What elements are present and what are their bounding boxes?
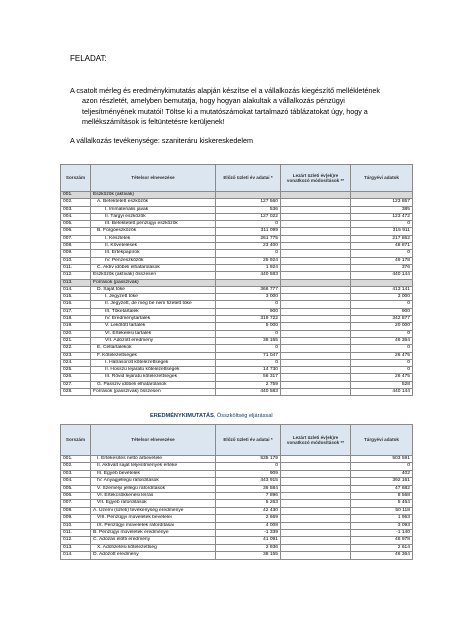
modification-value <box>281 544 351 551</box>
current-year-value: 402 <box>351 470 413 477</box>
prior-year-value: 1 924 <box>216 264 281 271</box>
table-row <box>61 493 413 500</box>
row-label: II. Tárgyi eszközök <box>91 213 216 220</box>
prior-year-value: 319 722 <box>216 316 281 323</box>
modification-value <box>281 367 351 374</box>
row-number: 025. <box>61 367 91 374</box>
prior-year-value: 0 <box>216 330 281 337</box>
col-header-modifications: Lezárt üzleti év(ek)re vonatkozó módosítások ** <box>281 165 351 192</box>
table-row <box>61 367 413 374</box>
prior-year-value: 900 <box>216 308 281 315</box>
col-header-number: Sorszám <box>61 165 91 192</box>
current-year-value: 46 364 <box>351 552 413 559</box>
current-year-value: 0 <box>351 367 413 374</box>
current-year-value: 26 475 <box>351 374 413 381</box>
row-number: 005. <box>61 221 91 228</box>
current-year-value: 0 <box>351 359 413 366</box>
table-row <box>61 337 413 344</box>
modification-value <box>281 515 351 522</box>
row-number: 021. <box>61 337 91 344</box>
col-header-current-year: Tárgyévi adatok <box>351 425 413 456</box>
modification-value <box>281 192 351 199</box>
row-number: 016. <box>61 301 91 308</box>
current-year-value: 0 <box>351 345 413 352</box>
prior-year-value: 535 179 <box>216 456 281 463</box>
row-number: 011. <box>61 264 91 271</box>
modification-value <box>281 359 351 366</box>
row-label: I. Hátrasorolt kötelezettségek <box>91 359 216 366</box>
current-year-value: 900 <box>351 308 413 315</box>
row-number: 002. <box>61 463 91 470</box>
table-row <box>61 507 413 514</box>
table-row <box>61 316 413 323</box>
row-number: 004. <box>61 213 91 220</box>
table-row <box>61 221 413 228</box>
table-row <box>61 323 413 330</box>
prior-year-value: 909 <box>216 470 281 477</box>
row-number: 019. <box>61 323 91 330</box>
modification-value <box>281 213 351 220</box>
modification-value <box>281 507 351 514</box>
table-row <box>61 243 413 250</box>
table-row <box>61 345 413 352</box>
current-year-value: 385 <box>351 206 413 213</box>
row-number: 003. <box>61 470 91 477</box>
modification-value <box>281 323 351 330</box>
prior-year-value: -1 339 <box>216 530 281 537</box>
current-year-value: 8 568 <box>351 493 413 500</box>
row-label: V. Személyi jellegű ráfordítások <box>91 485 216 492</box>
col-header-item: Tételsor elnevezése <box>91 425 216 456</box>
current-year-value: 46 364 <box>351 337 413 344</box>
table-row <box>61 456 413 463</box>
income-statement-table <box>60 424 413 560</box>
row-label: IV. Anyagjellegű ráfordítások <box>91 478 216 485</box>
modification-value <box>281 264 351 271</box>
row-number: 013. <box>61 279 91 286</box>
income-statement-title <box>150 413 273 419</box>
row-number: 020. <box>61 330 91 337</box>
prior-year-value: 0 <box>216 221 281 228</box>
prior-year-value: 366 777 <box>216 286 281 293</box>
prior-year-value: 4 008 <box>216 522 281 529</box>
task-line: azon részletét, amelyben bemutatja, hogy hogyan alakultak a vállalkozás pénzügyi <box>82 96 345 106</box>
row-label: II. Követelések <box>91 243 216 250</box>
table-row <box>61 374 413 381</box>
table-row <box>61 389 413 396</box>
prior-year-value: 261 775 <box>216 235 281 242</box>
current-year-value: 342 877 <box>351 316 413 323</box>
task-heading: FELADAT: <box>70 54 107 63</box>
modification-value <box>281 228 351 235</box>
row-number: 003. <box>61 206 91 213</box>
prior-year-value: 38 155 <box>216 337 281 344</box>
table-row <box>61 381 413 388</box>
row-label: II. Aktivált saját teljesítmények értéke <box>91 463 216 470</box>
row-label: III. Értékpapírok <box>91 250 216 257</box>
row-label: Eszközök (aktívák) összesen <box>91 272 216 279</box>
table-row <box>61 544 413 551</box>
modification-value <box>281 250 351 257</box>
modification-value <box>281 221 351 228</box>
table-row <box>61 286 413 293</box>
modification-value <box>281 463 351 470</box>
current-year-value: 5 464 <box>351 500 413 507</box>
current-year-value: 413 141 <box>351 286 413 293</box>
current-year-value: 2 614 <box>351 544 413 551</box>
prior-year-value: 2 759 <box>216 381 281 388</box>
table-row <box>61 308 413 315</box>
prior-year-value: 14 730 <box>216 367 281 374</box>
prior-year-value: 71 047 <box>216 352 281 359</box>
row-label: I. Értékesítés nettó árbevétele <box>91 456 216 463</box>
table-row <box>61 530 413 537</box>
col-header-prior-year: Előző üzleti év adatai * <box>216 165 281 192</box>
table-row <box>61 257 413 264</box>
prior-year-value: 36 584 <box>216 485 281 492</box>
row-number: 018. <box>61 316 91 323</box>
row-number: 001. <box>61 192 91 199</box>
table-row <box>61 206 413 213</box>
balance-sheet-table <box>60 164 413 396</box>
prior-year-value: 2 936 <box>216 544 281 551</box>
modification-value <box>281 552 351 559</box>
row-number: 014. <box>61 286 91 293</box>
modification-value <box>281 456 351 463</box>
modification-value <box>281 537 351 544</box>
row-label: III. Rövid lejáratú kötelezettségek <box>91 374 216 381</box>
current-year-value: 1 953 <box>351 515 413 522</box>
row-number: 009. <box>61 515 91 522</box>
current-year-value: 48 978 <box>351 537 413 544</box>
prior-year-value: 0 <box>216 345 281 352</box>
table-row <box>61 235 413 242</box>
modification-value <box>281 272 351 279</box>
prior-year-value: 23 400 <box>216 243 281 250</box>
row-label: Források (passzívák) <box>91 279 216 286</box>
row-number: 009. <box>61 250 91 257</box>
current-year-value: 3 093 <box>351 522 413 529</box>
row-number: 007. <box>61 235 91 242</box>
row-label: I. Készletek <box>91 235 216 242</box>
prior-year-value <box>216 192 281 199</box>
current-year-value: 0 <box>351 330 413 337</box>
modification-value <box>281 235 351 242</box>
prior-year-value: 127 560 <box>216 199 281 206</box>
row-label: IX. Pénzügyi műveletek ráfordításai <box>91 522 216 529</box>
task-description <box>70 86 426 127</box>
current-year-value: 123 472 <box>351 213 413 220</box>
table-row <box>61 228 413 235</box>
modification-value <box>281 381 351 388</box>
modification-value <box>281 316 351 323</box>
row-label: VIII. Pénzügyi műveletek bevételei <box>91 515 216 522</box>
col-header-number: Sorszám <box>61 425 91 456</box>
row-label: B. Pénzügyi műveletek eredménye <box>91 530 216 537</box>
table-row <box>61 294 413 301</box>
modification-value <box>281 500 351 507</box>
row-label: B. Forgóeszközök <box>91 228 216 235</box>
task-line: A csatolt mérleg és eredménykimutatás alapján készítse el a vállalkozás kiegészítő mellékletének <box>70 86 381 95</box>
current-year-value: 376 <box>351 264 413 271</box>
table-header-row <box>61 425 413 456</box>
prior-year-value: 443 915 <box>216 478 281 485</box>
prior-year-value: 5 000 <box>216 323 281 330</box>
prior-year-value: 127 022 <box>216 213 281 220</box>
row-label: Források (passzívák) összesen <box>91 389 216 396</box>
task-line: mellékszámítások is feltüntetésre kerüljenek! <box>82 116 225 126</box>
prior-year-value: 38 155 <box>216 552 281 559</box>
row-label: II. Hosszú lejáratú kötelezettségek <box>91 367 216 374</box>
row-label: III. Tőketartalék <box>91 308 216 315</box>
row-label: C. Aktív időbeli elhatárolások <box>91 264 216 271</box>
modification-value <box>281 330 351 337</box>
current-year-value: 49 178 <box>351 257 413 264</box>
table-row <box>61 485 413 492</box>
row-number: 004. <box>61 478 91 485</box>
current-year-value: 20 000 <box>351 323 413 330</box>
table-row <box>61 522 413 529</box>
prior-year-value: 0 <box>216 463 281 470</box>
current-year-value: 528 <box>351 381 413 388</box>
row-label: VII. Adózott eredmény <box>91 337 216 344</box>
modification-value <box>281 337 351 344</box>
modification-value <box>281 257 351 264</box>
prior-year-value: 3 000 <box>216 294 281 301</box>
prior-year-value: 5 263 <box>216 500 281 507</box>
table-row <box>61 250 413 257</box>
modification-value <box>281 352 351 359</box>
row-label: A. Üzemi (üzleti) tevékenység eredménye <box>91 507 216 514</box>
row-label: Eszközök (aktívák) <box>91 192 216 199</box>
row-number: 010. <box>61 522 91 529</box>
modification-value <box>281 199 351 206</box>
table-row <box>61 352 413 359</box>
current-year-value: 440 144 <box>351 272 413 279</box>
table-row <box>61 199 413 206</box>
row-number: 010. <box>61 257 91 264</box>
row-number: 014. <box>61 552 91 559</box>
row-number: 001. <box>61 456 91 463</box>
income-title-rest: , Összköltség eljárással <box>213 413 273 419</box>
modification-value <box>281 493 351 500</box>
row-label: D. Adózott eredmény <box>91 552 216 559</box>
row-label: III. Befektetett pénzügyi eszközök <box>91 221 216 228</box>
row-number: 008. <box>61 507 91 514</box>
current-year-value: 217 862 <box>351 235 413 242</box>
row-number: 024. <box>61 359 91 366</box>
row-label: A. Befektetett eszközök <box>91 199 216 206</box>
row-label: X. Adófizetési kötelezettség <box>91 544 216 551</box>
current-year-value: 48 871 <box>351 243 413 250</box>
table-row <box>61 478 413 485</box>
table-header-row <box>61 165 413 192</box>
prior-year-value: 0 <box>216 250 281 257</box>
row-number: 023. <box>61 352 91 359</box>
current-year-value: 0 <box>351 301 413 308</box>
row-number: 012. <box>61 272 91 279</box>
row-number: 006. <box>61 228 91 235</box>
current-year-value: 0 <box>351 250 413 257</box>
current-year-value: 50 118 <box>351 507 413 514</box>
row-number: 006. <box>61 493 91 500</box>
current-year-value: 503 591 <box>351 456 413 463</box>
row-number: 027. <box>61 381 91 388</box>
row-number: 013. <box>61 544 91 551</box>
row-label: I. Jegyzett tőke <box>91 294 216 301</box>
row-label: VI. Értékcsökkenési leírás <box>91 493 216 500</box>
modification-value <box>281 206 351 213</box>
current-year-value: 47 682 <box>351 485 413 492</box>
modification-value <box>281 301 351 308</box>
row-label: VI. Értékelési tartalék <box>91 330 216 337</box>
row-label: E. Céltartalékok <box>91 345 216 352</box>
modification-value <box>281 374 351 381</box>
table-row <box>61 463 413 470</box>
table-row <box>61 359 413 366</box>
table-row <box>61 552 413 559</box>
table-row <box>61 213 413 220</box>
modification-value <box>281 294 351 301</box>
task-line: teljesítményének mutatói! Töltse ki a mutatószámokat tartalmazó táblázatokat úgy, hogy a <box>82 106 368 116</box>
row-label: III. Egyéb bevételek <box>91 470 216 477</box>
current-year-value: 0 <box>351 221 413 228</box>
row-label: IV. Eredménytartalék <box>91 316 216 323</box>
current-year-value: 123 857 <box>351 199 413 206</box>
table-row <box>61 470 413 477</box>
modification-value <box>281 485 351 492</box>
income-title-bold: EREDMÉNYKIMUTATÁS <box>150 413 214 419</box>
table-row <box>61 330 413 337</box>
row-label: F. Kötelezettségek <box>91 352 216 359</box>
col-header-modifications: Lezárt üzleti év(ek)re vonatkozó módosítások ** <box>281 425 351 456</box>
prior-year-value <box>216 279 281 286</box>
row-label: G. Passzív időbeli elhatárolások <box>91 381 216 388</box>
modification-value <box>281 243 351 250</box>
table-row <box>61 301 413 308</box>
table-row <box>61 264 413 271</box>
row-number: 026. <box>61 374 91 381</box>
prior-year-value: 536 <box>216 206 281 213</box>
row-label: D. Saját tőke <box>91 286 216 293</box>
table-row <box>61 272 413 279</box>
modification-value <box>281 308 351 315</box>
modification-value <box>281 530 351 537</box>
row-number: 011. <box>61 530 91 537</box>
row-label: I. Immateriális javak <box>91 206 216 213</box>
current-year-value: 392 161 <box>351 478 413 485</box>
table-row <box>61 515 413 522</box>
modification-value <box>281 345 351 352</box>
row-number: 017. <box>61 308 91 315</box>
table-row <box>61 500 413 507</box>
row-number: 005. <box>61 485 91 492</box>
row-number: 015. <box>61 294 91 301</box>
prior-year-value: 440 583 <box>216 389 281 396</box>
prior-year-value: 7 896 <box>216 493 281 500</box>
row-label: C. Adózás előtti eredmény <box>91 537 216 544</box>
current-year-value: -1 140 <box>351 530 413 537</box>
col-header-current-year: Tárgyévi adatok <box>351 165 413 192</box>
row-number: 007. <box>61 500 91 507</box>
table-row <box>61 192 413 199</box>
prior-year-value: 440 583 <box>216 272 281 279</box>
modification-value <box>281 478 351 485</box>
col-header-prior-year: Előző üzleti év adatai * <box>216 425 281 456</box>
current-year-value <box>351 192 413 199</box>
current-year-value: 26 475 <box>351 352 413 359</box>
current-year-value <box>351 279 413 286</box>
modification-value <box>281 389 351 396</box>
row-label: V. Lekötött tartalék <box>91 323 216 330</box>
row-number: 002. <box>61 199 91 206</box>
prior-year-value: 25 924 <box>216 257 281 264</box>
row-number: 022. <box>61 345 91 352</box>
row-label: VII. Egyéb ráfordítások <box>91 500 216 507</box>
row-label: II. Jegyzett, de még be nem fizetett tőke <box>91 301 216 308</box>
prior-year-value: 0 <box>216 359 281 366</box>
modification-value <box>281 522 351 529</box>
modification-value <box>281 286 351 293</box>
current-year-value: 0 <box>351 463 413 470</box>
prior-year-value: 0 <box>216 301 281 308</box>
current-year-value: 315 911 <box>351 228 413 235</box>
company-activity: A vállalkozás tevékenysége: szaniteráru kiskereskedelem <box>70 136 253 145</box>
prior-year-value: 41 091 <box>216 537 281 544</box>
modification-value <box>281 470 351 477</box>
prior-year-value: 2 669 <box>216 515 281 522</box>
table-row <box>61 537 413 544</box>
modification-value <box>281 279 351 286</box>
row-number: 012. <box>61 537 91 544</box>
row-number: 008. <box>61 243 91 250</box>
row-label: IV. Pénzeszközök <box>91 257 216 264</box>
current-year-value: 440 144 <box>351 389 413 396</box>
prior-year-value: 42 430 <box>216 507 281 514</box>
row-number: 028. <box>61 389 91 396</box>
col-header-item: Tételsor elnevezése <box>91 165 216 192</box>
prior-year-value: 56 317 <box>216 374 281 381</box>
table-row <box>61 279 413 286</box>
current-year-value: 3 000 <box>351 294 413 301</box>
prior-year-value: 311 099 <box>216 228 281 235</box>
